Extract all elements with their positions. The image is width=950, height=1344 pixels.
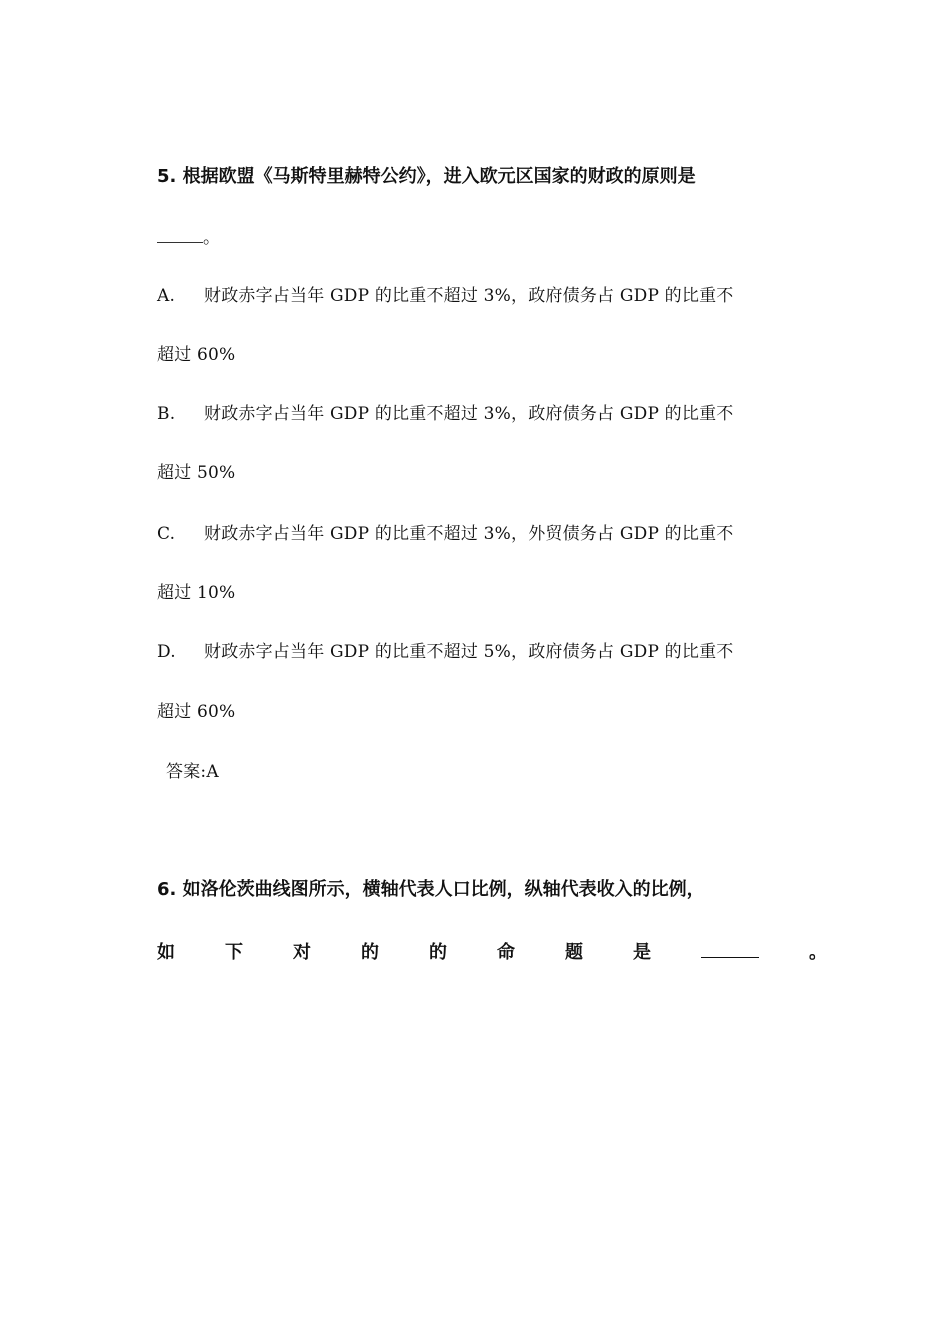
q5-option-b <box>157 402 733 426</box>
q6-char: 下 <box>225 942 243 963</box>
q5-option-a-cont: 超过 60% <box>157 345 236 365</box>
option-text: 财政赤字占当年 GDP 的比重不超过 3%，政府债务占 GDP 的比重不 <box>204 286 734 306</box>
q6-end: 。 <box>809 942 827 963</box>
q6-char: 对 <box>293 942 311 963</box>
q6-char: 的 <box>429 942 447 963</box>
q5-title: 5. 根据欧盟《马斯特里赫特公约》，进入欧元区国家的财政的原则是 <box>157 166 696 187</box>
option-letter: C. <box>157 524 176 544</box>
option-text: 财政赤字占当年 GDP 的比重不超过 3%，外贸债务占 GDP 的比重不 <box>204 524 734 544</box>
q5-answer-blank <box>157 228 203 243</box>
q6-title: 6. 如洛伦茨曲线图所示，横轴代表人口比例，纵轴代表收入的比例， <box>157 879 705 900</box>
q5-option-d <box>157 640 733 664</box>
option-letter: B. <box>157 404 176 424</box>
q6-char: 题 <box>565 942 583 963</box>
option-text: 财政赤字占当年 GDP 的比重不超过 3%，政府债务占 GDP 的比重不 <box>204 404 734 424</box>
q6-char: 的 <box>361 942 379 963</box>
q6-char: 命 <box>497 942 515 963</box>
q6-char: 如 <box>157 942 175 963</box>
q5-blank-line <box>157 226 220 250</box>
option-letter: D. <box>157 642 176 662</box>
q5-option-c <box>157 522 733 546</box>
q5-option-a <box>157 284 733 308</box>
q6-char: 是 <box>633 942 651 963</box>
q6-line2 <box>157 938 827 964</box>
q6-answer-blank <box>701 943 759 958</box>
option-text: 财政赤字占当年 GDP 的比重不超过 5%，政府债务占 GDP 的比重不 <box>204 642 734 662</box>
q5-option-b-cont: 超过 50% <box>157 463 236 483</box>
q5-answer: 答案:A <box>166 762 219 782</box>
option-letter: A. <box>157 286 176 306</box>
q5-option-d-cont: 超过 60% <box>157 702 236 722</box>
q5-blank-suffix: 。 <box>203 228 221 248</box>
q5-option-c-cont: 超过 10% <box>157 583 236 603</box>
